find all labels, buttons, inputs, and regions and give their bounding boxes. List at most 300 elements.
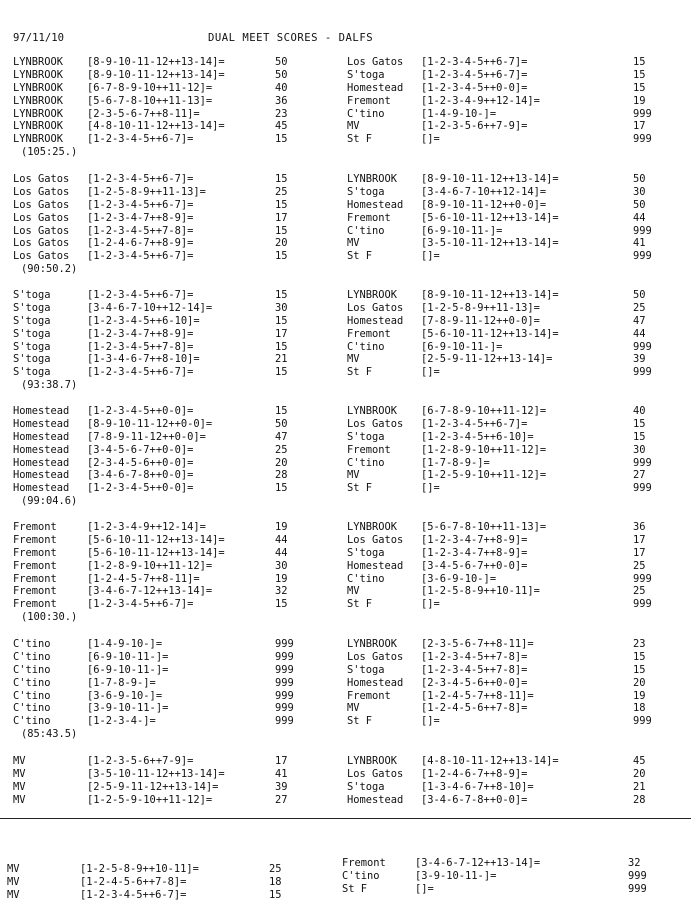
team-score: 19 (275, 572, 288, 585)
team-name: Fremont (347, 689, 391, 702)
finish-places: [1-2-3-4-5++6-7]= (87, 173, 194, 185)
team-name: LYNBROOK (347, 405, 398, 417)
finish-places: [3-4-6-7-10++12-14]= (87, 301, 213, 314)
team-score: 20 (633, 767, 646, 780)
team-name: Los Gatos (13, 224, 70, 237)
team-name: Fremont (13, 598, 57, 611)
team-name: Homestead (347, 676, 404, 689)
finish-places: [1-2-3-4-5++7-8]= (421, 650, 528, 663)
team-name: MV (13, 780, 26, 793)
team-name: C'tino (347, 224, 385, 237)
team-score: 999 (633, 456, 652, 469)
score-row (13, 211, 288, 226)
score-row (13, 327, 288, 342)
score-block (13, 521, 288, 625)
team-name: Los Gatos (13, 185, 70, 198)
finish-places: [3-4-5-6-7++0-0]= (87, 443, 194, 456)
team-score: 15 (275, 366, 288, 379)
team-name: Los Gatos (13, 211, 70, 224)
finish-places: [3-5-10-11-12++13-14]= (421, 237, 559, 250)
team-score: 17 (633, 120, 646, 133)
team-score: 25 (269, 863, 282, 875)
finish-places: [1-2-5-9-10++11-12]= (421, 469, 547, 482)
team-score: 999 (275, 650, 294, 663)
finish-places: [2-3-5-6-7++8-11]= (87, 107, 200, 120)
team-score: 28 (275, 469, 288, 482)
finish-places: [1-2-3-4-5++6-10]= (87, 314, 200, 327)
team-score: 999 (633, 482, 652, 495)
team-score: 999 (628, 882, 647, 895)
team-score: 999 (633, 715, 652, 728)
score-row (13, 443, 288, 458)
team-score: 15 (633, 81, 646, 94)
finish-places: [4-8-10-11-12++13-14]= (421, 755, 559, 767)
team-score: 50 (633, 289, 646, 301)
finish-places: [3-5-10-11-12++13-14]= (87, 767, 225, 780)
score-row (13, 546, 288, 561)
finish-places: [7-8-9-11-12++0-0]= (87, 430, 206, 443)
finish-places: [1-2-3-4-7++8-9]= (87, 327, 194, 340)
team-score: 41 (275, 767, 288, 780)
score-row (13, 663, 294, 678)
team-score: 40 (275, 81, 288, 94)
score-row (13, 533, 288, 548)
team-score: 15 (275, 289, 288, 301)
team-score: 18 (269, 875, 282, 888)
team-name: Los Gatos (13, 250, 70, 263)
finish-places: [1-7-8-9-]= (87, 676, 156, 689)
finish-places: []= (421, 133, 440, 146)
team-score: 999 (275, 715, 294, 728)
score-row (13, 94, 288, 109)
finish-places: [8-9-10-11-12++0-0]= (421, 198, 547, 211)
team-score: 19 (275, 521, 288, 533)
team-score: 45 (275, 120, 288, 133)
finish-places: [1-2-4-6-7++8-9]= (87, 237, 194, 250)
finish-places: [1-3-4-6-7++8-10]= (421, 780, 534, 793)
report-title: DUAL MEET SCORES - DALFS (208, 32, 374, 44)
team-score: 19 (633, 689, 646, 702)
finish-places: [5-6-10-11-12++13-14]= (421, 327, 559, 340)
team-score: 17 (275, 327, 288, 340)
block-total: (90:50.2) (21, 263, 78, 276)
team-score: 15 (275, 482, 288, 495)
team-name: Homestead (13, 456, 70, 469)
team-score: 44 (633, 327, 646, 340)
team-name: C'tino (347, 107, 385, 120)
team-name: Fremont (13, 546, 57, 559)
block-total: (85:43.5) (21, 728, 78, 741)
team-score: 15 (633, 663, 646, 676)
finish-places: [1-2-8-9-10++11-12]= (421, 443, 547, 456)
team-score: 36 (275, 94, 288, 107)
team-score: 50 (275, 56, 288, 68)
team-score: 25 (633, 585, 646, 598)
finish-places: [1-2-5-8-9++11-13]= (87, 185, 206, 198)
team-name: S'toga (347, 780, 385, 793)
finish-places: [3-4-6-7-12++13-14]= (415, 857, 541, 869)
finish-places: [6-9-10-11-]= (87, 663, 169, 676)
team-score: 44 (275, 533, 288, 546)
team-name: Fremont (13, 521, 57, 533)
finish-places: [6-7-8-9-10++11-12]= (421, 405, 547, 417)
finish-places: []= (421, 598, 440, 611)
team-name: LYNBROOK (347, 173, 398, 185)
page-break-rule (0, 818, 691, 819)
team-name: MV (347, 120, 360, 133)
finish-places: [1-2-3-4-5++7-8]= (421, 663, 528, 676)
score-row (13, 638, 294, 652)
score-row (13, 405, 288, 419)
finish-places: [1-2-5-8-9++10-11]= (80, 863, 199, 875)
finish-places: [1-2-8-9-10++11-12]= (87, 559, 213, 572)
finish-places: [8-9-10-11-12++13-14]= (87, 68, 225, 81)
team-score: 15 (633, 650, 646, 663)
score-block (13, 405, 288, 509)
finish-places: [2-5-9-11-12++13-14]= (87, 780, 219, 793)
finish-places: [1-2-3-5-6++7-9]= (421, 120, 528, 133)
team-score: 45 (633, 755, 646, 767)
team-name: St F (347, 366, 373, 379)
team-score: 999 (275, 663, 294, 676)
team-score: 50 (633, 198, 646, 211)
team-name: Los Gatos (347, 650, 404, 663)
team-name: MV (347, 585, 360, 598)
finish-places: [3-6-9-10-]= (421, 572, 497, 585)
team-score: 15 (275, 250, 288, 263)
team-name: Fremont (13, 572, 57, 585)
block-total: (99:04.6) (21, 495, 78, 508)
team-name: Fremont (347, 443, 391, 456)
report-date: 97/11/10 (13, 32, 65, 44)
finish-places: [1-2-5-8-9++10-11]= (421, 585, 540, 598)
team-score: 50 (275, 68, 288, 81)
team-name: S'toga (13, 340, 51, 353)
block-total: (105:25.) (21, 146, 78, 159)
team-name: Los Gatos (13, 173, 70, 185)
score-row (13, 430, 288, 445)
finish-places: [1-2-3-4-5++7-8]= (87, 340, 194, 353)
team-score: 15 (269, 888, 282, 901)
finish-places: [1-2-3-4-5++0-0]= (87, 482, 194, 495)
team-score: 30 (275, 301, 288, 314)
team-score: 999 (628, 869, 647, 882)
team-name: MV (347, 469, 360, 482)
team-score: 20 (275, 456, 288, 469)
score-row (13, 56, 288, 70)
finish-places: [1-2-3-4-5++6-7]= (421, 417, 528, 430)
finish-places: []= (421, 715, 440, 728)
finish-places: [1-2-3-4-7++8-9]= (421, 546, 528, 559)
team-name: MV (13, 755, 26, 767)
team-score: 30 (275, 559, 288, 572)
finish-places: [1-2-3-4-5++6-7]= (87, 198, 194, 211)
team-score: 32 (628, 857, 641, 869)
finish-places: [3-4-6-7-8++0-0]= (87, 469, 194, 482)
team-score: 999 (633, 133, 652, 146)
team-score: 999 (633, 572, 652, 585)
finish-places: [1-2-3-4-7++8-9]= (421, 533, 528, 546)
finish-places: [8-9-10-11-12++13-14]= (421, 173, 559, 185)
team-name: S'toga (347, 185, 385, 198)
finish-places: [3-4-6-7-12++13-14]= (87, 585, 213, 598)
team-score: 21 (633, 780, 646, 793)
team-name: LYNBROOK (13, 81, 64, 94)
team-score: 30 (633, 185, 646, 198)
team-score: 30 (633, 443, 646, 456)
team-name: MV (7, 863, 20, 875)
team-score: 50 (633, 173, 646, 185)
finish-places: [2-3-4-5-6++0-0]= (87, 456, 194, 469)
team-name: Los Gatos (347, 301, 404, 314)
score-row (13, 650, 294, 665)
finish-places: [1-3-4-6-7++8-10]= (87, 353, 200, 366)
team-name: St F (347, 598, 373, 611)
team-name: S'toga (13, 353, 51, 366)
score-row (13, 250, 288, 264)
team-name: S'toga (13, 289, 51, 301)
finish-places: [1-2-3-4-5++7-8]= (87, 224, 194, 237)
finish-places: [6-9-10-11-]= (421, 340, 503, 353)
finish-places: [1-2-4-5-7++8-11]= (87, 572, 200, 585)
team-name: S'toga (13, 314, 51, 327)
team-name: MV (347, 702, 360, 715)
team-name: MV (347, 353, 360, 366)
score-row (13, 301, 288, 316)
team-name: C'tino (13, 702, 51, 715)
team-score: 39 (633, 353, 646, 366)
score-row (13, 676, 294, 691)
finish-places: [5-6-7-8-10++11-13]= (87, 94, 213, 107)
team-name: S'toga (13, 301, 51, 314)
team-name: LYNBROOK (347, 289, 398, 301)
score-row (13, 185, 288, 200)
team-score: 17 (275, 211, 288, 224)
team-score: 15 (275, 405, 288, 417)
finish-places: [5-6-10-11-12++13-14]= (87, 546, 225, 559)
team-name: Homestead (13, 469, 70, 482)
score-row (13, 314, 288, 329)
finish-places: [2-3-5-6-7++8-11]= (421, 638, 534, 650)
team-name: S'toga (13, 327, 51, 340)
team-score: 41 (633, 237, 646, 250)
team-name: MV (13, 793, 26, 806)
finish-places: [1-2-3-4-5++6-7]= (87, 598, 194, 611)
score-row (13, 598, 288, 612)
team-name: Fremont (347, 211, 391, 224)
team-name: Fremont (347, 94, 391, 107)
finish-places: [1-2-5-8-9++11-13]= (421, 301, 540, 314)
team-name: C'tino (13, 663, 51, 676)
score-row (13, 133, 288, 147)
team-score: 44 (275, 546, 288, 559)
team-name: Homestead (347, 198, 404, 211)
team-name: C'tino (13, 689, 51, 702)
finish-places: [1-4-9-10-]= (421, 107, 497, 120)
finish-places: [1-2-4-5-6++7-8]= (421, 702, 528, 715)
team-score: 17 (275, 755, 288, 767)
finish-places: [1-2-3-4-5++0-0]= (87, 405, 194, 417)
team-name: Homestead (13, 417, 70, 430)
finish-places: [1-2-4-5-7++8-11]= (421, 689, 534, 702)
team-name: Los Gatos (13, 198, 70, 211)
score-row (13, 198, 288, 213)
team-name: LYNBROOK (13, 107, 64, 120)
team-name: Los Gatos (347, 767, 404, 780)
finish-places: [1-4-9-10-]= (87, 638, 163, 650)
team-score: 23 (275, 107, 288, 120)
team-name: MV (347, 237, 360, 250)
team-score: 15 (633, 417, 646, 430)
team-name: S'toga (347, 546, 385, 559)
finish-places: [1-2-4-6-7++8-9]= (421, 767, 528, 780)
finish-places: [1-2-3-4-5++6-7]= (87, 289, 194, 301)
score-row (13, 559, 288, 574)
finish-places: [1-2-3-4-5++6-7]= (80, 888, 187, 901)
score-block (13, 289, 288, 393)
team-score: 15 (633, 56, 646, 68)
team-score: 25 (633, 301, 646, 314)
team-score: 19 (633, 94, 646, 107)
team-name: S'toga (13, 366, 51, 379)
team-score: 999 (275, 689, 294, 702)
team-score: 999 (275, 638, 294, 650)
team-name: Homestead (347, 559, 404, 572)
team-score: 15 (275, 314, 288, 327)
finish-places: [5-6-7-8-10++11-13]= (421, 521, 547, 533)
team-name: Fremont (13, 559, 57, 572)
team-score: 39 (275, 780, 288, 793)
finish-places: [1-2-3-4-5++6-7]= (87, 366, 194, 379)
team-name: Homestead (347, 314, 404, 327)
team-score: 17 (633, 533, 646, 546)
team-name: St F (342, 882, 368, 895)
finish-places: [1-2-3-4-5++6-7]= (87, 133, 194, 146)
finish-places: [8-9-10-11-12++13-14]= (87, 56, 225, 68)
team-score: 999 (633, 250, 652, 263)
team-name: S'toga (347, 430, 385, 443)
finish-places: [1-7-8-9-]= (421, 456, 490, 469)
team-name: Fremont (13, 533, 57, 546)
team-score: 15 (633, 68, 646, 81)
finish-places: [1-2-3-4-5++6-7]= (87, 250, 194, 263)
team-score: 36 (633, 521, 646, 533)
team-score: 50 (275, 417, 288, 430)
team-name: LYNBROOK (347, 755, 398, 767)
team-name: LYNBROOK (13, 68, 64, 81)
score-row (13, 521, 288, 535)
finish-places: [1-2-5-9-10++11-12]= (87, 793, 213, 806)
team-score: 15 (275, 224, 288, 237)
team-name: C'tino (347, 340, 385, 353)
team-name: MV (13, 767, 26, 780)
team-name: St F (347, 482, 373, 495)
team-name: LYNBROOK (13, 133, 64, 146)
finish-places: [3-4-5-6-7++0-0]= (421, 559, 528, 572)
finish-places: [1-2-3-4-5++6-10]= (421, 430, 534, 443)
team-name: LYNBROOK (347, 521, 398, 533)
team-name: Los Gatos (13, 237, 70, 250)
team-score: 15 (275, 598, 288, 611)
team-score: 18 (633, 702, 646, 715)
finish-places: [2-5-9-11-12++13-14]= (421, 353, 553, 366)
team-score: 21 (275, 353, 288, 366)
finish-places: [3-4-6-7-10++12-14]= (421, 185, 547, 198)
team-score: 47 (633, 314, 646, 327)
finish-places: [5-6-10-11-12++13-14]= (421, 211, 559, 224)
team-score: 15 (275, 133, 288, 146)
team-score: 27 (275, 793, 288, 806)
score-row (13, 173, 288, 187)
finish-places: [6-7-8-9-10++11-12]= (87, 81, 213, 94)
score-row (13, 715, 294, 729)
team-name: Los Gatos (347, 56, 404, 68)
finish-places: [7-8-9-11-12++0-0]= (421, 314, 540, 327)
finish-places: [3-6-9-10-]= (87, 689, 163, 702)
team-score: 40 (633, 405, 646, 417)
score-block (13, 638, 294, 742)
finish-places: [1-2-3-4-9++12-14]= (87, 521, 206, 533)
team-name: LYNBROOK (347, 638, 398, 650)
team-name: C'tino (13, 650, 51, 663)
team-score: 25 (275, 443, 288, 456)
finish-places: [1-2-3-5-6++7-9]= (87, 755, 194, 767)
team-score: 27 (633, 469, 646, 482)
team-score: 15 (275, 173, 288, 185)
finish-places: [1-2-4-5-6++7-8]= (80, 875, 187, 888)
team-name: MV (7, 875, 20, 888)
finish-places: [1-2-3-4-5++0-0]= (421, 81, 528, 94)
team-score: 999 (633, 224, 652, 237)
finish-places: [4-8-10-11-12++13-14]= (87, 120, 225, 133)
team-name: S'toga (347, 663, 385, 676)
team-score: 23 (633, 638, 646, 650)
team-score: 20 (275, 237, 288, 250)
score-row (13, 289, 288, 303)
team-name: Los Gatos (347, 533, 404, 546)
score-row (13, 68, 288, 83)
score-block (13, 173, 288, 277)
score-row (13, 417, 288, 432)
team-name: Fremont (13, 585, 57, 598)
finish-places: [1-2-3-4-5++6-7]= (421, 68, 528, 81)
finish-places: [2-3-4-5-6++0-0]= (421, 676, 528, 689)
team-score: 17 (633, 546, 646, 559)
team-score: 999 (633, 598, 652, 611)
team-score: 47 (275, 430, 288, 443)
team-name: Fremont (347, 327, 391, 340)
team-name: C'tino (13, 715, 51, 728)
finish-places: []= (421, 366, 440, 379)
score-row (13, 81, 288, 96)
finish-places: [8-9-10-11-12++13-14]= (421, 289, 559, 301)
team-name: Homestead (347, 793, 404, 806)
team-name: C'tino (342, 869, 380, 882)
team-score: 25 (633, 559, 646, 572)
finish-places: [8-9-10-11-12++0-0]= (87, 417, 213, 430)
team-name: Homestead (13, 405, 70, 417)
finish-places: [5-6-10-11-12++13-14]= (87, 533, 225, 546)
team-name: Fremont (342, 857, 386, 869)
team-score: 25 (275, 185, 288, 198)
team-name: C'tino (13, 638, 51, 650)
team-score: 15 (633, 430, 646, 443)
team-name: LYNBROOK (13, 94, 64, 107)
score-row (13, 366, 288, 380)
team-name: St F (347, 715, 373, 728)
team-name: LYNBROOK (13, 56, 64, 68)
team-name: St F (347, 250, 373, 263)
